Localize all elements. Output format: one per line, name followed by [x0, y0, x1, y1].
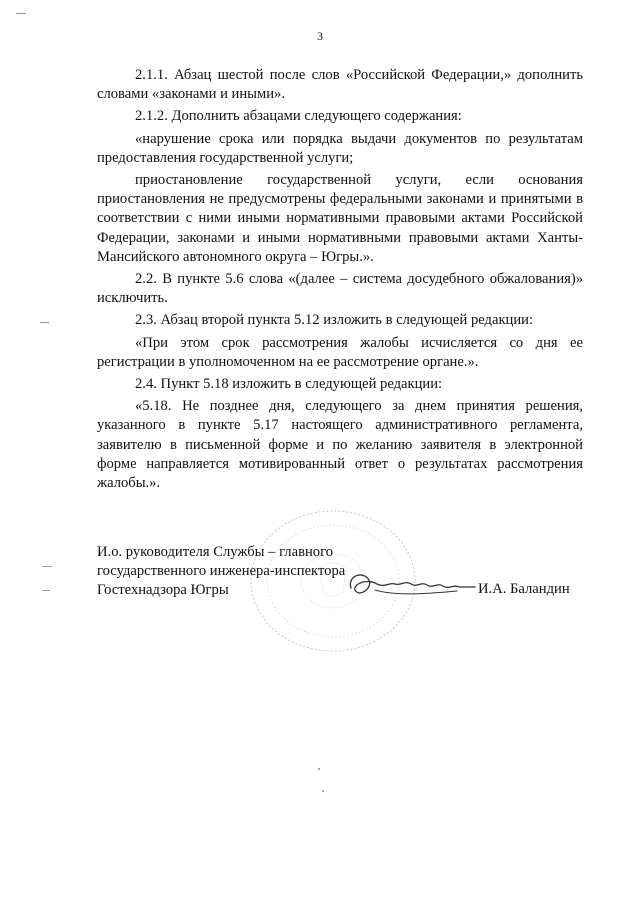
- margin-mark: [42, 590, 50, 591]
- scan-speck: [322, 790, 324, 792]
- margin-mark: [40, 322, 49, 323]
- handwritten-signature-icon: [345, 566, 480, 606]
- paragraph-suspension: приостановление государственной услуги, если основания приостановления не предусмотрены федеральными законами и принятыми в соответствии с ними иными нормативными правовыми актами Российской Федерации, законами и иными нормативными правовыми актами Ханты-Мансийского автономного округа – Югры.».: [97, 172, 583, 265]
- margin-mark: [16, 13, 26, 14]
- paragraph-quote-violation: «нарушение срока или порядка выдачи документов по результатам предоставления государственной услуги;: [97, 130, 583, 166]
- paragraph-2-3: 2.3. Абзац второй пункта 5.12 изложить в следующей редакции:: [135, 312, 534, 329]
- margin-mark: [42, 566, 52, 567]
- paragraph-2-4: 2.4. Пункт 5.18 изложить в следующей редакции:: [135, 376, 443, 393]
- paragraph-2-2: 2.2. В пункте 5.6 слова «(далее – система досудебного обжалования)» исключить.: [97, 271, 583, 307]
- scan-speck: [318, 768, 320, 770]
- signer-position-line-3: Гостехнадзора Югры: [97, 582, 229, 598]
- paragraph-2-1-1: 2.1.1. Абзац шестой после слов «Российской Федерации,» дополнить словами «законами и иными».: [97, 67, 583, 103]
- signer-name: И.А. Баландин: [478, 581, 570, 597]
- paragraph-quote-complaint-term: «При этом срок рассмотрения жалобы исчисляется со дня ее регистрации в уполномоченном на ее рассмотрение органе.».: [97, 334, 583, 370]
- page-number: 3: [317, 29, 323, 43]
- signer-position-line-1: И.о. руководителя Службы – главного: [97, 544, 333, 560]
- signer-position-line-2: государственного инженера-инспектора: [97, 563, 346, 579]
- document-body: [97, 66, 583, 496]
- paragraph-2-1-2: 2.1.2. Дополнить абзацами следующего содержания:: [135, 108, 462, 125]
- paragraph-quote-5-18: «5.18. Не позднее дня, следующего за днем принятия решения, указанного в пункте 5.17 настоящего административного регламента, заявителю в письменной форме и по желанию заявителя в электронной форме направляется мотивированный ответ о результатах рассмотрения жалобы.».: [97, 398, 583, 492]
